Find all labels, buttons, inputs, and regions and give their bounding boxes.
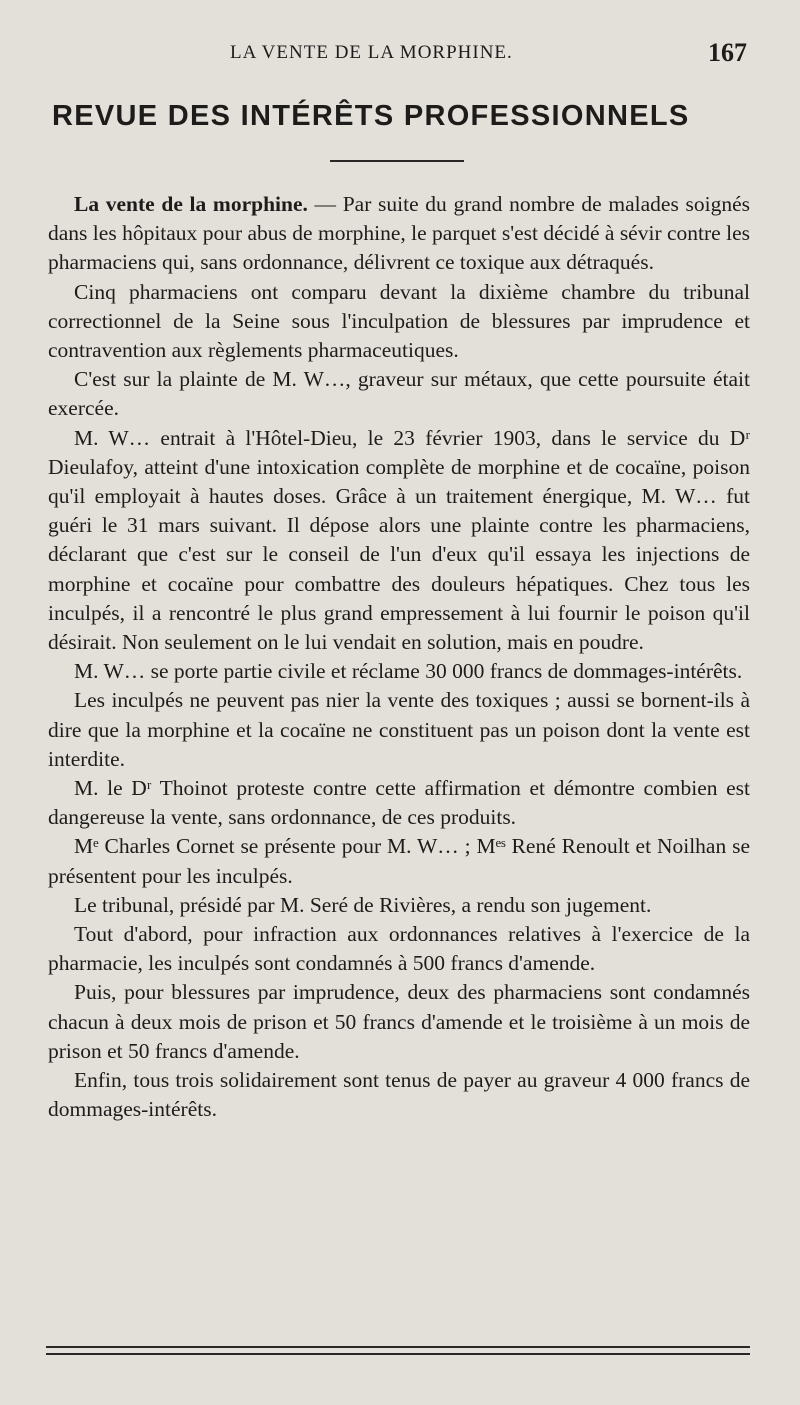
paragraph: M. le Dʳ Thoinot proteste contre cette affirmation et démontre combien est dangereuse la vente, sans ordonnance, de ces produits.: [48, 776, 750, 830]
paragraph-text: — Par suite du grand nombre de malades soignés dans les hôpitaux pour abus de morphine, le parquet s'est décidé à sévir contre les pharmaciens qui, sans ordonnance, délivrent ce toxique aux détraqués.: [48, 192, 750, 275]
section-title: REVUE DES INTÉRÊTS PROFESSIONNELS: [52, 100, 690, 132]
paragraph: M. W… entrait à l'Hôtel-Dieu, le 23 février 1903, dans le service du Dʳ Dieulafoy, atteint d'une intoxication complète de morphine et de cocaïne, poison qu'il employait à hautes doses. Grâce à un traitement énergique, M. W… fut guéri le 31 mars suivant. Il dépose alors une plainte contre les pharmaciens, déclarant que c'est sur le conseil de l'un d'eux qu'il essaya les injections de morphine et cocaïne pour combattre des douleurs hépatiques. Chez tous les inculpés, il a rencontré le plus grand empressement à lui fournir le poison qu'il désirait. Non seulement on le lui vendait en solution, mais en poudre.: [48, 425, 750, 655]
running-header: [0, 38, 800, 72]
page-number: 167: [708, 38, 747, 67]
paragraph: [48, 190, 750, 278]
running-title: LA VENTE DE LA MORPHINE.: [230, 42, 513, 63]
paragraph: Puis, pour blessures par imprudence, deux des pharmaciens sont condamnés chacun à deux mois de prison et 50 francs d'amende et le troisième à un mois de prison et 50 francs d'amende.: [48, 980, 750, 1063]
paragraph: Enfin, tous trois solidairement sont tenus de payer au graveur 4 000 francs de dommages-intérêts.: [48, 1068, 750, 1122]
paragraph: Cinq pharmaciens ont comparu devant la dixième chambre du tribunal correctionnel de la Seine sous l'inculpation de blessures par imprudence et contravention aux règlements pharmaceutiques.: [48, 279, 750, 363]
article-body: [48, 190, 750, 1125]
paragraph: Mᵉ Charles Cornet se présente pour M. W… ; Mᵉˢ René Renoult et Noilhan se présentent pour les inculpés.: [48, 834, 750, 888]
article-lead: La vente de la morphine.: [74, 192, 308, 216]
footer-double-rule: [46, 1346, 750, 1355]
paragraph: Les inculpés ne peuvent pas nier la vente des toxiques ; aussi se bornent-ils à dire que la morphine et la cocaïne ne constituent pas un poison dont la vente est interdite.: [48, 688, 750, 771]
paragraph: C'est sur la plainte de M. W…, graveur sur métaux, que cette poursuite était exercée.: [48, 367, 750, 421]
paragraph: Le tribunal, présidé par M. Seré de Rivières, a rendu son jugement.: [74, 892, 652, 917]
paragraph: Tout d'abord, pour infraction aux ordonnances relatives à l'exercice de la pharmacie, les inculpés sont condamnés à 500 francs d'amende.: [48, 922, 750, 976]
title-rule: [330, 160, 464, 162]
paragraph: M. W… se porte partie civile et réclame 30 000 francs de dommages-intérêts.: [74, 659, 743, 684]
